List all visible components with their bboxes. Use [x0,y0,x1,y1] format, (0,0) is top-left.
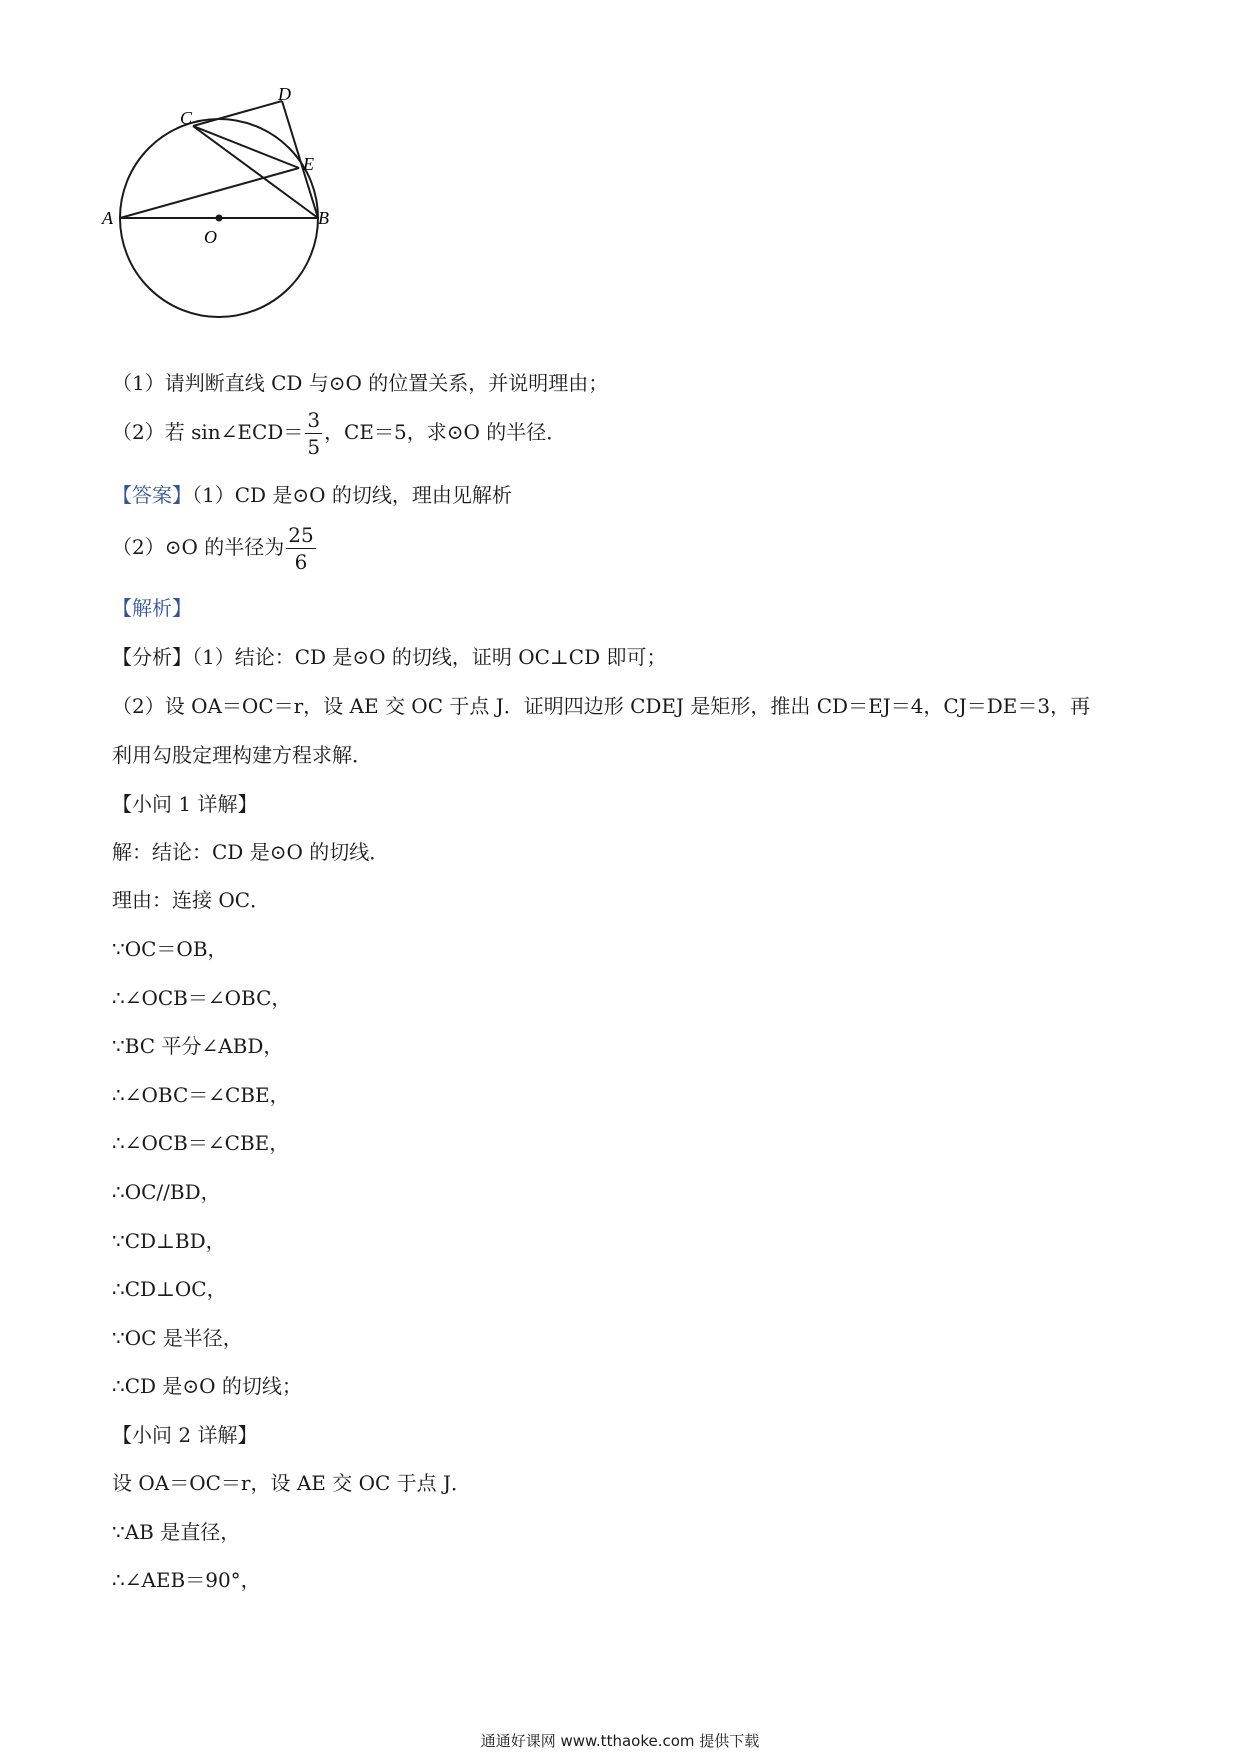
center-dot [216,215,223,222]
solution-line-10: ∴CD⊥OC， [112,1277,227,1301]
solution-line-5: ∵BC 平分∠ABD， [112,1034,284,1058]
question-2-prefix: （2）若 sin∠ECD＝ [112,420,304,444]
analysis-line-2: （2）设 OA＝OC＝r，设 AE 交 OC 于点 J．证明四边形 CDEJ 是矩形，推出 CD＝EJ＝4，CJ＝DE＝3，再 [112,694,1091,718]
answer-1-text: （1）CD 是⊙O 的切线，理由见解析 [192,483,512,507]
page-footer: 通通好课网 www.tthaoke.com 提供下载 [480,1732,760,1750]
solution-line-1: 解：结论：CD 是⊙O 的切线． [112,840,390,864]
segment-cd [193,101,282,126]
label-e: E [303,154,314,174]
label-b: B [318,208,329,228]
analysis-heading: 【解析】 [112,596,192,620]
fraction-denominator: 6 [294,550,308,574]
label-c: C [180,108,193,128]
fraction-numerator: 25 [288,523,314,547]
solution-line-2: 理由：连接 OC． [112,888,271,912]
analysis-line-3: 利用勾股定理构建方程求解． [112,743,372,767]
answer-2-prefix: （2）⊙O 的半径为 [112,535,285,559]
fraction-25-6 [286,522,315,575]
label-o: O [204,227,217,247]
solution-line-7: ∴∠OCB＝∠CBE， [112,1131,290,1155]
fraction-3-5 [305,407,322,460]
fraction-denominator: 5 [307,435,321,459]
solution-line-12: ∴CD 是⊙O 的切线； [112,1374,302,1398]
question-1: （1）请判断直线 CD 与⊙O 的位置关系，并说明理由； [112,371,609,395]
solution2-line-2: ∵AB 是直径， [112,1520,241,1544]
solution-line-8: ∴OC//BD， [112,1180,221,1204]
fraction-numerator: 3 [307,408,321,432]
segment-ce [193,126,299,168]
label-a: A [102,208,113,228]
solution2-line-1: 设 OA＝OC＝r，设 AE 交 OC 于点 J． [112,1471,472,1495]
solution-line-11: ∵OC 是半径， [112,1326,243,1350]
answer-heading: 【答案】 [112,483,192,507]
label-d: D [278,84,291,104]
part-2-heading: 【小问 2 详解】 [112,1423,258,1447]
answer-line-2 [112,522,318,575]
analysis-line-1: 【分析】（1）结论：CD 是⊙O 的切线，证明 OC⊥CD 即可； [112,645,667,669]
geometry-figure [100,80,380,360]
part-1-heading: 【小问 1 详解】 [112,792,258,816]
solution2-line-3: ∴∠AEB＝90°， [112,1568,261,1592]
question-2 [112,407,566,460]
answer-line-1 [112,481,512,509]
solution-line-4: ∴∠OCB＝∠OBC， [112,986,292,1010]
solution-line-6: ∴∠OBC＝∠CBE， [112,1083,290,1107]
question-2-suffix: ，CE＝5，求⊙O 的半径． [324,420,567,444]
segment-cb [193,126,318,218]
segment-ae [120,168,299,218]
solution-line-3: ∵OC＝OB， [112,937,228,961]
solution-line-9: ∵CD⊥BD， [112,1229,226,1253]
